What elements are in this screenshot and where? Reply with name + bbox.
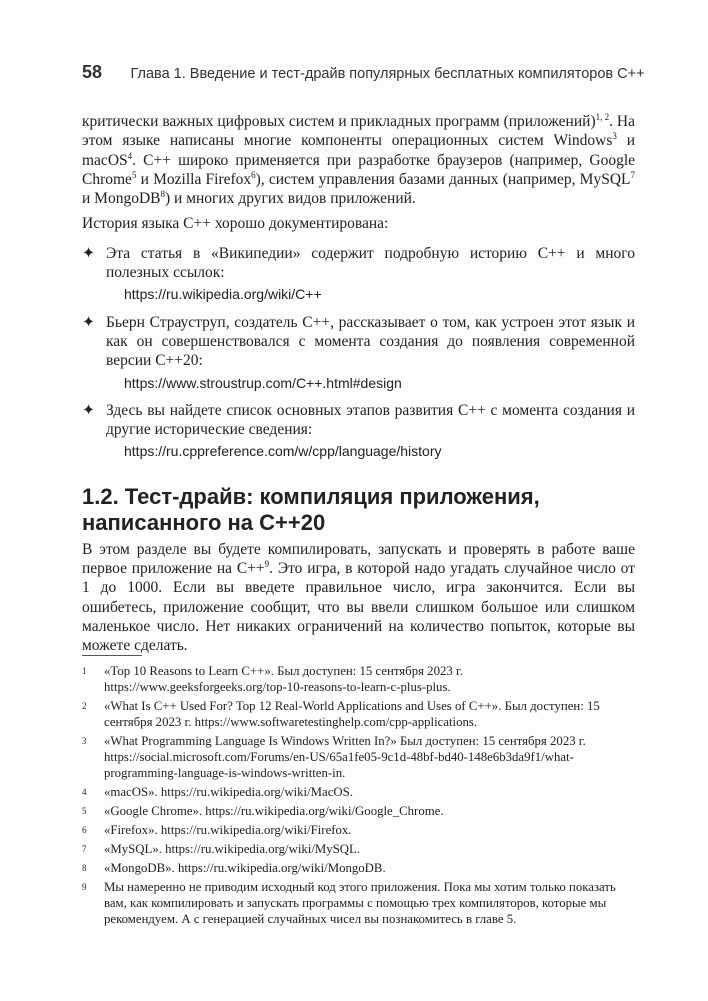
footnote-ref: 4 (127, 150, 133, 161)
footnote-divider (82, 655, 142, 656)
text: . На этом языке написаны многие компоненты операционных систем Windows (82, 113, 635, 150)
bullet-star-icon: ✦ (82, 401, 95, 419)
text: и MongoDB (82, 190, 161, 208)
footnote-ref: 3 (612, 131, 617, 142)
text: и Mozilla Firefox (136, 170, 252, 188)
chapter-title: Глава 1. Введение и тест-драйв популярных бесплатных компиляторов C++ (130, 66, 645, 82)
url-link[interactable]: https://www.stroustrup.com/C++.html#design (124, 374, 402, 391)
footnote-number: 4 (82, 787, 87, 797)
text: критически важных цифровых систем и прикладных программ (приложений) (82, 113, 596, 130)
footnote (82, 698, 635, 730)
section-paragraph (82, 540, 635, 656)
footnote-number: 1 (82, 666, 87, 676)
footnote-number: 6 (82, 825, 87, 835)
bullet-item (82, 244, 635, 305)
text: . C++ широко применяется при разработке браузеров (например, Google Chrome (82, 151, 635, 188)
footnote-number: 8 (82, 863, 87, 873)
footnote-ref: 7 (630, 169, 635, 180)
footnote-ref: 1, 2 (595, 111, 610, 122)
footnote-ref: 8 (160, 189, 165, 200)
footnote-number: 5 (82, 806, 87, 816)
footnotes (82, 663, 635, 930)
bullet-text: Бьерн Страуструп, создатель C++, рассказывает о том, как устроен этот язык и как он совершенствовался с момента создания до появления современной версии C++20: (106, 313, 635, 370)
section-heading: 1.2. Тест-драйв: компиляция приложения, написанного на C++20 (82, 483, 540, 535)
bullet-item (82, 313, 635, 393)
footnote-text: «What Is C++ Used For? Top 12 Real-World Applications and Uses of C++». Был доступен: 15 сентября 2023 г. https://www.softwaretestinghelp.com/cpp-applications. (104, 699, 600, 729)
footnote-text: Мы намеренно не приводим исходный код этого приложения. Пока мы хотим только показать вам, как компилировать и запускать программы с помощью трех компиляторов, которые мы рекомендуем. А с генерацией случайных чисел вы познакомитесь в главе 5. (104, 880, 616, 926)
footnote-ref: 6 (251, 169, 256, 180)
text: и macOS (82, 132, 635, 169)
bullet-text: Здесь вы найдете список основных этапов развития C++ с момента создания и другие исторические сведения: (106, 401, 635, 439)
url-link[interactable]: https://ru.cppreference.com/w/cpp/language/history (124, 443, 442, 460)
running-header (82, 62, 668, 83)
footnote-number: 3 (82, 736, 87, 746)
footnote (82, 841, 635, 857)
text: ), систем управления базами данных (например, MySQL (255, 170, 631, 188)
text: . Это игра, в которой надо угадать случайное число от 1 до 1000. Если вы введете правильное число, игра закончится. Если вы ошибетесь, приложение сообщит, что вы ввели слишком большое или слишком маленькое число. Нет никаких ограничений на количество попыток, которые вы можете сделать. (82, 560, 635, 655)
footnote-ref: 9 (264, 558, 270, 569)
footnote (82, 879, 635, 927)
text: ) и многих других видов приложений. (164, 190, 416, 208)
footnote-number: 7 (82, 844, 87, 854)
history-intro: История языка C++ хорошо документирована: (82, 215, 389, 233)
footnote-text: «MongoDB». https://ru.wikipedia.org/wiki/MongoDB. (104, 861, 386, 875)
footnote-text: «Firefox». https://ru.wikipedia.org/wiki/Firefox. (104, 823, 352, 837)
page-number: 58 (82, 62, 103, 82)
footnote (82, 733, 635, 781)
text: В этом разделе вы будете компилировать, запускать и проверять в работе ваше первое приложение на C++ (82, 540, 635, 578)
bullet-star-icon: ✦ (82, 244, 95, 262)
footnote-number: 2 (82, 701, 87, 711)
intro-paragraph (82, 112, 635, 208)
footnote (82, 860, 635, 876)
bullet-star-icon: ✦ (82, 313, 95, 331)
footnote-text: «What Programming Language Is Windows Written In?» Был доступен: 15 сентября 2023 г. https://social.microsoft.com/Forums/en-US/65a1fe05-9c1d-48bf-bd40-148e6b3da9f1/what-programming-language-is-windows-written-in. (104, 734, 586, 780)
footnote (82, 663, 635, 695)
footnote (82, 784, 635, 800)
footnote-ref: 5 (131, 169, 137, 180)
footnote (82, 822, 635, 838)
footnote-text: «macOS». https://ru.wikipedia.org/wiki/MacOS. (104, 785, 353, 799)
footnote-text: «MySQL». https://ru.wikipedia.org/wiki/MySQL. (104, 842, 361, 856)
footnote-text: «Google Chrome». https://ru.wikipedia.org/wiki/Google_Chrome. (104, 804, 444, 818)
footnote-text: «Top 10 Reasons to Learn C++». Был доступен: 15 сентября 2023 г. https://www.geeksforgeeks.org/top-10-reasons-to-learn-c-plus-plus. (104, 664, 463, 694)
url-link[interactable]: https://ru.wikipedia.org/wiki/C++ (124, 286, 322, 303)
footnote (82, 803, 635, 819)
main-text (82, 112, 635, 662)
footnote-number: 9 (82, 882, 87, 892)
bullet-item (82, 401, 635, 462)
bullet-text: Эта статья в «Википедии» содержит подробную историю C++ и много полезных ссылок: (106, 244, 635, 282)
